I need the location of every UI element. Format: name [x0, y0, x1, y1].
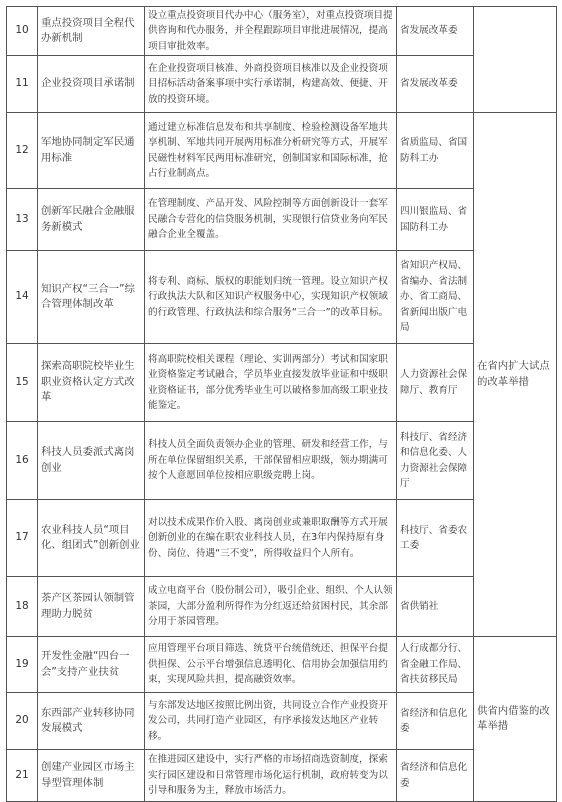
- responsible-dept: 省经济和信息化委: [397, 693, 474, 750]
- measure-content: 将专利、商标、版权的职能划归统一管理。设立知识产权行政执法大队和区知识产权服务中心，实现知识产权领域的行政管理、行政执法和综合服务“三合一”的改革目标。: [145, 251, 397, 344]
- measure-content: 对以技术成果作价入股、离岗创业或兼职取酬等方式开展创新创业的在编在职农业科技人员，在3年内保持原有身份、岗位、待遇“三不变”，所得收益归个人所有。: [145, 500, 397, 577]
- row-number: 18: [7, 577, 38, 637]
- group-cell-empty: [474, 7, 557, 113]
- row-number: 12: [7, 113, 38, 189]
- responsible-dept: 人行成都分行、省金融工作局、省扶贫移民局: [397, 637, 474, 693]
- row-number: 10: [7, 7, 38, 56]
- measure-content: 在推进园区建设中，实行严格的市场招商选资制度，探索实行园区建设和日常管理市场化运行机制，政府转变为以引导和服务为主，释放市场活力。: [145, 750, 397, 802]
- measure-content: 在管理制度、产品开发、风险控制等方面创新设计一套军民融合专营化的信贷服务机制，实现银行信贷业务向军民融合企业全覆盖。: [145, 189, 397, 251]
- measure-content: 成立电商平台（股份制公司），吸引企业、组织、个人认领茶园，大部分盈利所得作为分红返还给贫困村民，其余部分用于茶园管理。: [145, 577, 397, 637]
- responsible-dept: 省经济和信息化委: [397, 750, 474, 802]
- measure-content: 科技人员全面负责领办企业的管理、研发和经营工作，与所在单位保留组织关系，干部保留相应职级，领办期满可按个人意愿回单位按相应职级竞聘上岗。: [145, 422, 397, 500]
- measure-content: 与东部发达地区按照比例出资，共同设立合作产业投资开发公司，共同打造产业园区，有序承接发达地区产业转移。: [145, 693, 397, 750]
- measure-content: 设立重点投资项目代办中心（服务室），对重点投资项目提供咨询和代办服务，并全程跟踪项目审批进展情况，提高项目审批效率。: [145, 7, 397, 56]
- measure-content: 将高职院校相关课程（理论、实训两部分）考试和国家职业资格鉴定考试融合，学员毕业直接发放毕业证和中级职业资格证书，部分优秀毕业生可以破格参加高级工职业技能鉴定。: [145, 344, 397, 422]
- measure-name: 东西部产业转移协同发展模式: [38, 693, 145, 750]
- row-number: 13: [7, 189, 38, 251]
- measure-content: 在企业投资项目核准、外商投资项目核准以及企业投资项目招标活动备案事项中实行承诺制，构建高效、便捷、开放的投资环境。: [145, 56, 397, 113]
- measure-name: 开发性金融“四台一会”支持产业扶贫: [38, 637, 145, 693]
- measure-content: 通过建立标准信息发布和共享制度、检验检测设备军地共享机制、军地共同开展两用标准分析研究等方式，开展军民磁性材料军民两用标准研究，创制国家和国际标准，抢占行业制高点。: [145, 113, 397, 189]
- row-number: 11: [7, 56, 38, 113]
- responsible-dept: 人力资源社会保障厅、教育厅: [397, 344, 474, 422]
- row-number: 21: [7, 750, 38, 802]
- row-number: 15: [7, 344, 38, 422]
- table-row: [7, 113, 557, 189]
- measure-content: 应用管理平台项目筛选、统贷平台统借统还、担保平台提供担保、公示平台增强信息透明化、信用协会加强信用约束，实现风险共担，提高融资效率。: [145, 637, 397, 693]
- row-number: 19: [7, 637, 38, 693]
- responsible-dept: 科技厅、省委农工委: [397, 500, 474, 577]
- responsible-dept: 四川银监局、省国防科工办: [397, 189, 474, 251]
- responsible-dept: 省发展改革委: [397, 7, 474, 56]
- row-number: 14: [7, 251, 38, 344]
- row-number: 17: [7, 500, 38, 577]
- measure-name: 创建产业园区市场主导型管理体制: [38, 750, 145, 802]
- measure-name: 军地协同制定军民通用标准: [38, 113, 145, 189]
- table-row: [7, 7, 557, 56]
- responsible-dept: 省发展改革委: [397, 56, 474, 113]
- measure-name: 茶产区茶园认领制管理助力脱贫: [38, 577, 145, 637]
- measure-name: 科技人员委派式离岗创业: [38, 422, 145, 500]
- group-expand-pilot: 在省内扩大试点的改革举措: [474, 113, 557, 637]
- table-row: [7, 637, 557, 693]
- measure-name: 探索高职院校毕业生职业资格认定方式改革: [38, 344, 145, 422]
- reform-measures-table: [6, 6, 557, 802]
- row-number: 16: [7, 422, 38, 500]
- measure-name: 知识产权“三合一”综合管理体制改革: [38, 251, 145, 344]
- measure-name: 农业科技人员“项目化、组团式”创新创业: [38, 500, 145, 577]
- responsible-dept: 省质监局、省国防科工办: [397, 113, 474, 189]
- responsible-dept: 省供销社: [397, 577, 474, 637]
- row-number: 20: [7, 693, 38, 750]
- group-reference: 供省内借鉴的改革举措: [474, 637, 557, 802]
- responsible-dept: 科技厅、省经济和信息化委、人力资源社会保障厅: [397, 422, 474, 500]
- measure-name: 企业投资项目承诺制: [38, 56, 145, 113]
- responsible-dept: 省知识产权局、省编办、省法制办、省工商局、省新闻出版广电局: [397, 251, 474, 344]
- measure-name: 重点投资项目全程代办新机制: [38, 7, 145, 56]
- measure-name: 创新军民融合金融服务新模式: [38, 189, 145, 251]
